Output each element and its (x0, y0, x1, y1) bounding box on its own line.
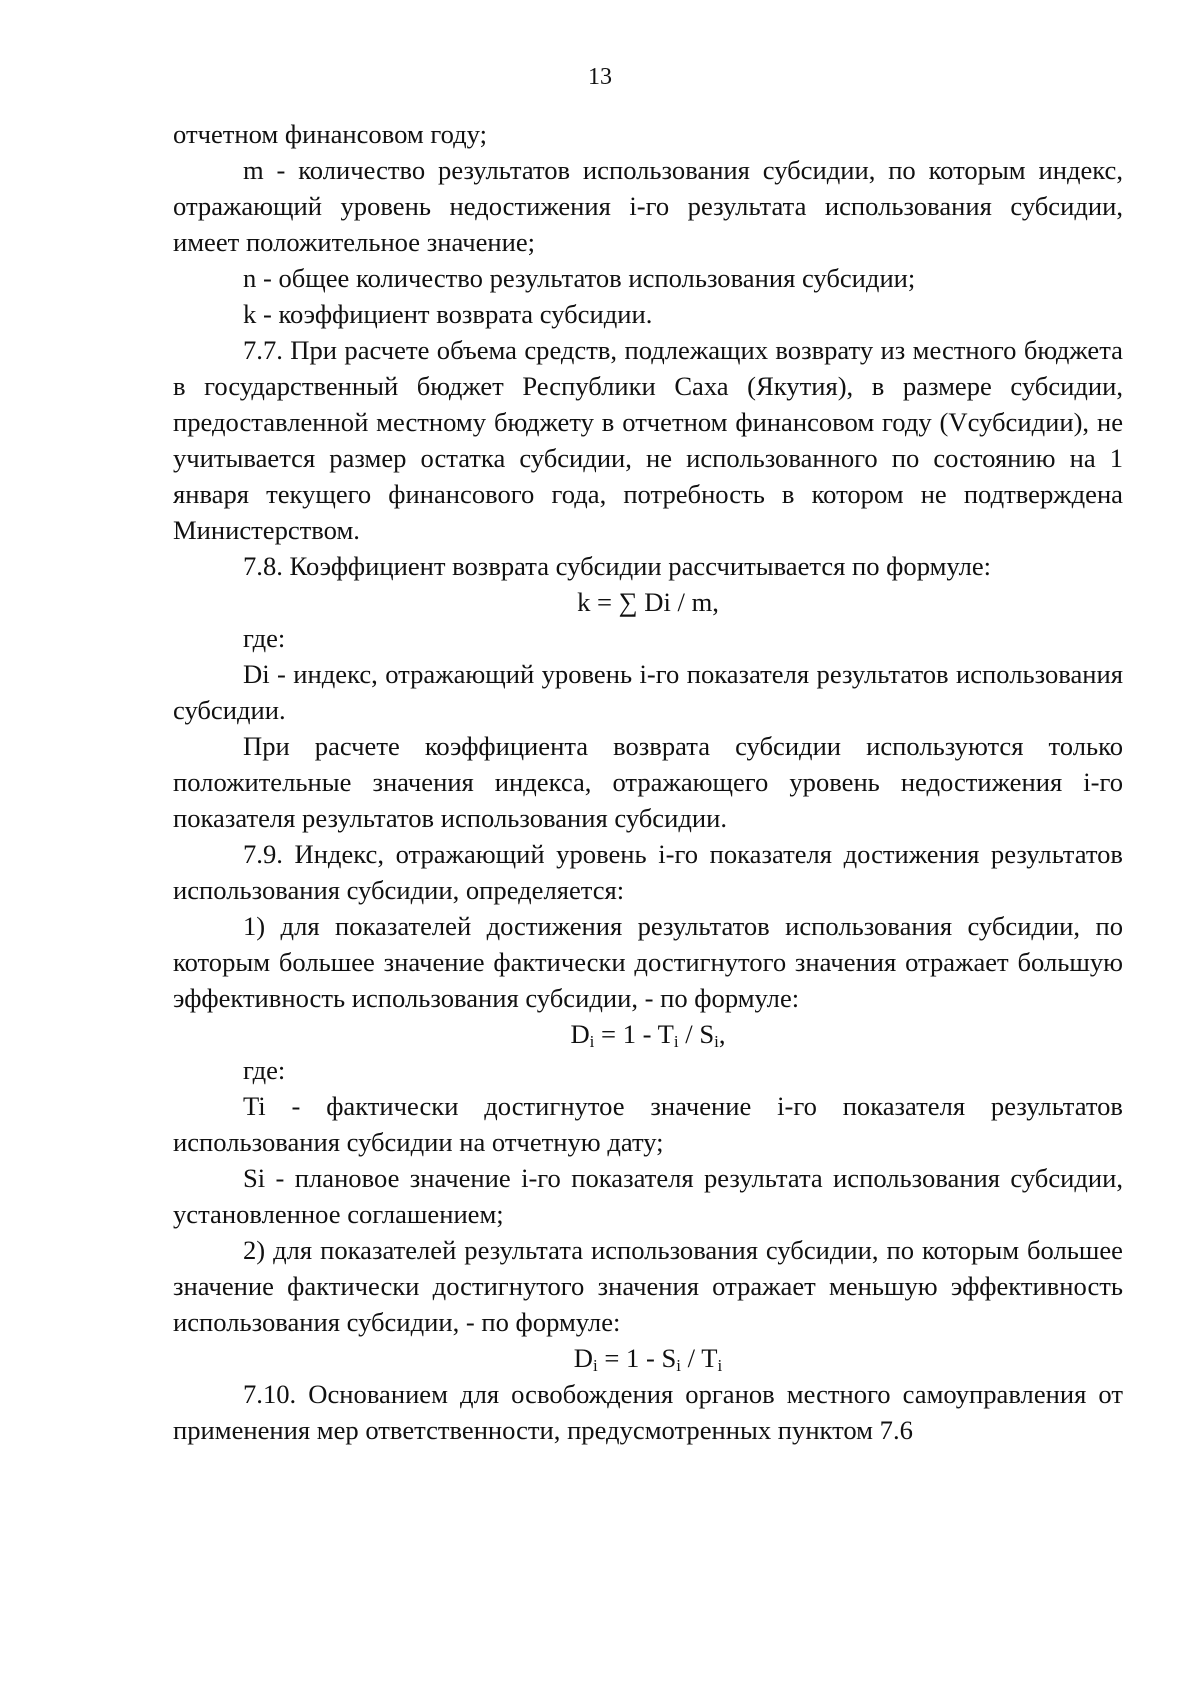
document-body (173, 116, 1123, 1448)
formula-subscript: i (589, 1032, 595, 1051)
page-number: 13 (588, 64, 612, 90)
formula-k: k = ∑ Di / m, (577, 587, 719, 617)
paragraph-definition-di: Di - индекс, отражающий уровень i-го показателя результатов использования субсидии. (173, 659, 1123, 725)
paragraph-definition-k: k - коэффициент возврата субсидии. (243, 299, 653, 329)
paragraph-7-8: 7.8. Коэффициент возврата субсидии рассчитывается по формуле: (243, 551, 992, 581)
paragraph-7-7: 7.7. При расчете объема средств, подлежащих возврату из местного бюджета в государственный бюджет Республики Саха (Якутия), в размере субсидии, предоставленной местному бюджету в отчетном финансовом году (Vсубсидии), не учитывается размер остатка субсидии, не использованного по состоянию на 1 января текущего финансового года, потребность в котором не подтверждена Министерством. (173, 335, 1123, 545)
formula-di-case-2 (173, 1340, 1123, 1376)
paragraph-case-1: 1) для показателей достижения результатов использования субсидии, по которым большее значение фактически достигнутого значения отражает большую эффективность использования субсидии, - по формуле: (173, 911, 1123, 1013)
paragraph-continuation: отчетном финансовом году; (173, 119, 487, 149)
formula-symbol: D (573, 1343, 593, 1373)
formula-subscript: i (714, 1032, 719, 1051)
paragraph-case-2: 2) для показателей результата использования субсидии, по которым большее значение фактически достигнутого значения отражает меньшую эффективность использования субсидии, - по формуле: (173, 1235, 1123, 1337)
formula-symbol: / T (681, 1343, 718, 1373)
formula-di-case-1 (173, 1016, 1123, 1052)
formula-symbol: , (718, 1019, 726, 1049)
formula-symbol: = 1 - S (597, 1343, 677, 1373)
formula-symbol: / S (678, 1019, 715, 1049)
formula-symbol: = 1 - T (594, 1019, 674, 1049)
paragraph-where-1: где: (243, 623, 286, 653)
paragraph-7-9: 7.9. Индекс, отражающий уровень i-го показателя достижения результатов использования субсидии, определяется: (173, 839, 1123, 905)
paragraph-definition-ti: Ti - фактически достигнутое значение i-го показателя результатов использования субсидии на отчетную дату; (173, 1091, 1123, 1157)
paragraph-definition-si: Si - плановое значение i-го показателя результата использования субсидии, установленное соглашением; (173, 1163, 1123, 1229)
formula-subscript: i (717, 1356, 723, 1375)
paragraph-definition-m: m - количество результатов использования субсидии, по которым индекс, отражающий уровень недостижения i-го результата использования субсидии, имеет положительное значение; (173, 155, 1123, 257)
paragraph-where-2: где: (243, 1055, 286, 1085)
formula-subscript: i (673, 1032, 679, 1051)
formula-subscript: i (676, 1356, 682, 1375)
paragraph-definition-n: n - общее количество результатов использования субсидии; (243, 263, 916, 293)
formula-symbol: D (570, 1019, 590, 1049)
paragraph-7-10: 7.10. Основанием для освобождения органов местного самоуправления от применения мер ответственности, предусмотренных пунктом 7.6 (173, 1379, 1123, 1445)
formula-subscript: i (593, 1356, 598, 1375)
paragraph-positive-values: При расчете коэффициента возврата субсидии используются только положительные значения индекса, отражающего уровень недостижения i-го показателя результатов использования субсидии. (173, 731, 1123, 833)
